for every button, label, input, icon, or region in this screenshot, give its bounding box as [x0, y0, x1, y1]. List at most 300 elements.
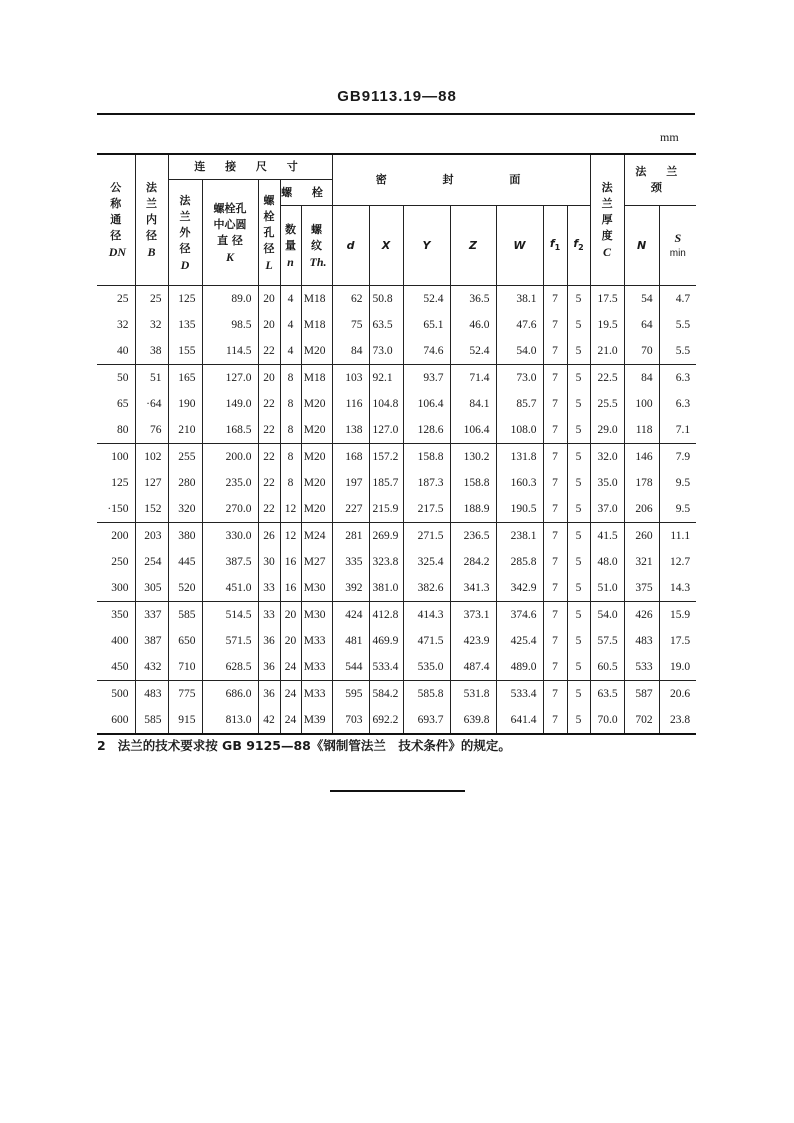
header-col-d: d	[332, 206, 369, 286]
table-cell: 445	[168, 549, 202, 575]
table-row	[97, 575, 696, 602]
table-cell: 325.4	[403, 549, 450, 575]
table-row	[97, 286, 696, 313]
table-cell: 98.5	[202, 312, 258, 338]
table-cell: M33	[301, 681, 332, 708]
table-cell: 125	[97, 470, 135, 496]
table-cell: 335	[332, 549, 369, 575]
table-cell: 489.0	[496, 654, 543, 681]
table-cell: 14.3	[659, 575, 696, 602]
table-cell: 535.0	[403, 654, 450, 681]
table-cell: 127.0	[202, 365, 258, 392]
table-cell: 22	[258, 496, 280, 523]
table-row	[97, 707, 696, 734]
table-cell: 106.4	[403, 391, 450, 417]
table-cell: 5	[567, 496, 590, 523]
table-cell: 571.5	[202, 628, 258, 654]
table-cell: 178	[624, 470, 659, 496]
table-cell: 25	[135, 286, 168, 313]
table-cell: 50	[97, 365, 135, 392]
table-cell: 20	[280, 602, 301, 629]
table-cell: 185.7	[369, 470, 403, 496]
footnote-text: 法兰的技术要求按 GB 9125—88《钢制管法兰 技术条件》的规定。	[117, 738, 511, 753]
table-cell: 387	[135, 628, 168, 654]
table-cell: 11.1	[659, 523, 696, 550]
table-cell: 25.5	[590, 391, 624, 417]
table-cell: 426	[624, 602, 659, 629]
table-cell: 320	[168, 496, 202, 523]
table-cell: 93.7	[403, 365, 450, 392]
table-cell: 481	[332, 628, 369, 654]
table-cell: 7	[543, 444, 567, 471]
table-cell: 5	[567, 417, 590, 444]
table-cell: 22	[258, 391, 280, 417]
table-cell: 84	[624, 365, 659, 392]
table-cell: 5.5	[659, 338, 696, 365]
table-cell: 38.1	[496, 286, 543, 313]
table-cell: 54.0	[496, 338, 543, 365]
table-cell: 337	[135, 602, 168, 629]
header-col-f1: $f_1$	[543, 206, 567, 286]
table-cell: 85.7	[496, 391, 543, 417]
table-row	[97, 496, 696, 523]
header-rule	[97, 113, 695, 115]
table-cell: 92.1	[369, 365, 403, 392]
table-cell: 84.1	[450, 391, 496, 417]
table-cell: 25	[97, 286, 135, 313]
table-cell: 215.9	[369, 496, 403, 523]
table-cell: 9.5	[659, 470, 696, 496]
table-cell: 595	[332, 681, 369, 708]
table-cell: 305	[135, 575, 168, 602]
table-cell: M20	[301, 470, 332, 496]
table-cell: 48.0	[590, 549, 624, 575]
table-cell: 775	[168, 681, 202, 708]
table-cell: 5	[567, 654, 590, 681]
table-cell: 104.8	[369, 391, 403, 417]
table-cell: 22	[258, 470, 280, 496]
table-cell: M33	[301, 654, 332, 681]
table-cell: 155	[168, 338, 202, 365]
table-cell: M24	[301, 523, 332, 550]
table-cell: 106.4	[450, 417, 496, 444]
table-cell: 350	[97, 602, 135, 629]
table-cell: 20.6	[659, 681, 696, 708]
table-row	[97, 365, 696, 392]
table-cell: 26	[258, 523, 280, 550]
table-cell: M20	[301, 417, 332, 444]
table-cell: M20	[301, 496, 332, 523]
table-cell: 73.0	[496, 365, 543, 392]
header-bolt-hole: 螺 栓 孔 径 L	[258, 180, 280, 286]
unit-label: mm	[660, 130, 679, 144]
table-cell: 32.0	[590, 444, 624, 471]
table-cell: 37.0	[590, 496, 624, 523]
header-bolt-thread: 螺 纹 Th.	[301, 206, 332, 286]
table-cell: 238.1	[496, 523, 543, 550]
table-cell: 19.5	[590, 312, 624, 338]
table-cell: 5	[567, 391, 590, 417]
table-cell: 375	[624, 575, 659, 602]
table-cell: 12.7	[659, 549, 696, 575]
table-cell: 424	[332, 602, 369, 629]
header-bolt-group: 螺 栓	[280, 180, 332, 206]
table-cell: 24	[280, 681, 301, 708]
table-cell: 200.0	[202, 444, 258, 471]
table-row	[97, 444, 696, 471]
header-flange-inner-b: 法 兰 内 径 B	[135, 154, 168, 286]
table-cell: 423.9	[450, 628, 496, 654]
table-cell: 254	[135, 549, 168, 575]
header-thickness: 法 兰 厚 度 C	[590, 154, 624, 286]
table-cell: 693.7	[403, 707, 450, 734]
table-cell: 20	[280, 628, 301, 654]
table-cell: 24	[280, 654, 301, 681]
table-cell: 12	[280, 523, 301, 550]
header-sealing-face: 密 封 面	[332, 154, 590, 206]
table-cell: 300	[97, 575, 135, 602]
table-cell: 20	[258, 286, 280, 313]
table-cell: 158.8	[450, 470, 496, 496]
table-cell: 188.9	[450, 496, 496, 523]
end-rule	[330, 790, 465, 792]
footnote-number: 2	[97, 738, 106, 753]
table-cell: 74.6	[403, 338, 450, 365]
table-cell: 250	[97, 549, 135, 575]
table-cell: 71.4	[450, 365, 496, 392]
table-cell: 7	[543, 338, 567, 365]
table-cell: 641.4	[496, 707, 543, 734]
table-cell: 217.5	[403, 496, 450, 523]
table-cell: 20	[258, 365, 280, 392]
table-cell: 29.0	[590, 417, 624, 444]
table-cell: 60.5	[590, 654, 624, 681]
table-cell: 8	[280, 417, 301, 444]
header-connection-group: 连 接 尺 寸	[168, 154, 332, 180]
table-cell: 341.3	[450, 575, 496, 602]
table-row	[97, 391, 696, 417]
table-cell: 65.1	[403, 312, 450, 338]
table-cell: 469.9	[369, 628, 403, 654]
header-col-s-unit: min	[669, 247, 686, 259]
table-cell: 152	[135, 496, 168, 523]
table-cell: 158.8	[403, 444, 450, 471]
table-cell: 7	[543, 575, 567, 602]
table-cell: M20	[301, 391, 332, 417]
table-cell: 118	[624, 417, 659, 444]
table-cell: 12	[280, 496, 301, 523]
table-cell: 76	[135, 417, 168, 444]
table-cell: 47.6	[496, 312, 543, 338]
table-cell: 533	[624, 654, 659, 681]
header-neck-group: 法 兰 颈	[624, 154, 696, 206]
table-cell: 5.5	[659, 312, 696, 338]
table-cell: ·150	[97, 496, 135, 523]
table-cell: 5	[567, 365, 590, 392]
table-cell: 7	[543, 470, 567, 496]
table-cell: 168.5	[202, 417, 258, 444]
table-cell: 4	[280, 338, 301, 365]
table-cell: 585.8	[403, 681, 450, 708]
table-cell: 7	[543, 312, 567, 338]
table-cell: 692.2	[369, 707, 403, 734]
table-cell: 387.5	[202, 549, 258, 575]
table-row	[97, 312, 696, 338]
table-cell: 6.3	[659, 365, 696, 392]
table-cell: 70	[624, 338, 659, 365]
table-cell: 190	[168, 391, 202, 417]
table-cell: 584.2	[369, 681, 403, 708]
table-cell: 7	[543, 286, 567, 313]
table-cell: 19.0	[659, 654, 696, 681]
table-cell: 414.3	[403, 602, 450, 629]
table-cell: 52.4	[403, 286, 450, 313]
table-cell: 23.8	[659, 707, 696, 734]
table-cell: 585	[135, 707, 168, 734]
table-cell: 146	[624, 444, 659, 471]
table-cell: 6.3	[659, 391, 696, 417]
header-bolt-count: 数 量 n	[280, 206, 301, 286]
table-cell: 382.6	[403, 575, 450, 602]
table-cell: 710	[168, 654, 202, 681]
table-cell: 5	[567, 707, 590, 734]
table-cell: 7	[543, 628, 567, 654]
table-cell: 130.2	[450, 444, 496, 471]
table-cell: 7.9	[659, 444, 696, 471]
table-cell: M20	[301, 444, 332, 471]
table-cell: 5	[567, 444, 590, 471]
table-cell: 392	[332, 575, 369, 602]
table-row	[97, 602, 696, 629]
table-cell: 46.0	[450, 312, 496, 338]
table-cell: 587	[624, 681, 659, 708]
table-cell: 127.0	[369, 417, 403, 444]
table-cell: 330.0	[202, 523, 258, 550]
table-cell: 813.0	[202, 707, 258, 734]
table-cell: 531.8	[450, 681, 496, 708]
table-cell: 8	[280, 391, 301, 417]
table-cell: 138	[332, 417, 369, 444]
table-cell: 127	[135, 470, 168, 496]
table-cell: 425.4	[496, 628, 543, 654]
table-cell: 7	[543, 602, 567, 629]
table-cell: 281	[332, 523, 369, 550]
header-flange-od: 法 兰 外 径 D	[168, 180, 202, 286]
table-row	[97, 470, 696, 496]
table-cell: 197	[332, 470, 369, 496]
table-cell: 24	[280, 707, 301, 734]
header-col-s-symbol: S	[674, 230, 682, 245]
table-cell: 7.1	[659, 417, 696, 444]
table-cell: 500	[97, 681, 135, 708]
table-cell: 20	[258, 312, 280, 338]
table-cell: 135	[168, 312, 202, 338]
table-cell: 100	[624, 391, 659, 417]
table-head	[97, 154, 696, 286]
table-cell: 8	[280, 444, 301, 471]
table-cell: 36	[258, 628, 280, 654]
table-cell: 235.0	[202, 470, 258, 496]
table-row	[97, 523, 696, 550]
table-cell: 451.0	[202, 575, 258, 602]
table-row	[97, 681, 696, 708]
table-cell: M33	[301, 628, 332, 654]
table-cell: 32	[135, 312, 168, 338]
table-cell: 108.0	[496, 417, 543, 444]
table-cell: 38	[135, 338, 168, 365]
table-cell: 7	[543, 391, 567, 417]
table-cell: 149.0	[202, 391, 258, 417]
table-cell: 187.3	[403, 470, 450, 496]
table-cell: 22.5	[590, 365, 624, 392]
table-cell: 168	[332, 444, 369, 471]
table-cell: M39	[301, 707, 332, 734]
table-cell: 70.0	[590, 707, 624, 734]
table-cell: M30	[301, 575, 332, 602]
table-cell: 7	[543, 707, 567, 734]
header-col-y: Y	[403, 206, 450, 286]
table-cell: 7	[543, 654, 567, 681]
table-cell: 7	[543, 365, 567, 392]
table-cell: 5	[567, 312, 590, 338]
table-cell: 600	[97, 707, 135, 734]
table-cell: M30	[301, 602, 332, 629]
table-cell: 915	[168, 707, 202, 734]
table-cell: 35.0	[590, 470, 624, 496]
table-cell: 125	[168, 286, 202, 313]
table-cell: 520	[168, 575, 202, 602]
table-cell: 17.5	[659, 628, 696, 654]
table-cell: 7	[543, 417, 567, 444]
table-cell: 321	[624, 549, 659, 575]
table-cell: 200	[97, 523, 135, 550]
table-cell: 22	[258, 417, 280, 444]
table-cell: 5	[567, 575, 590, 602]
table-cell: 270.0	[202, 496, 258, 523]
table-cell: 210	[168, 417, 202, 444]
table-cell: 374.6	[496, 602, 543, 629]
header-col-w: W	[496, 206, 543, 286]
table-row	[97, 628, 696, 654]
table-cell: 160.3	[496, 470, 543, 496]
table-cell: 686.0	[202, 681, 258, 708]
table-cell: 54.0	[590, 602, 624, 629]
table-cell: M18	[301, 365, 332, 392]
table-cell: 100	[97, 444, 135, 471]
table-cell: 5	[567, 286, 590, 313]
table-cell: 269.9	[369, 523, 403, 550]
table-cell: 703	[332, 707, 369, 734]
table-cell: 5	[567, 681, 590, 708]
standard-code: GB9113.19—88	[337, 88, 457, 105]
table-cell: 7	[543, 549, 567, 575]
table-cell: 533.4	[369, 654, 403, 681]
table-cell: 22	[258, 444, 280, 471]
table-cell: 280	[168, 470, 202, 496]
table-cell: 702	[624, 707, 659, 734]
table-cell: 514.5	[202, 602, 258, 629]
table-cell: 33	[258, 602, 280, 629]
table-cell: 432	[135, 654, 168, 681]
table-cell: ·64	[135, 391, 168, 417]
table-cell: 51	[135, 365, 168, 392]
table-cell: 128.6	[403, 417, 450, 444]
table-cell: 342.9	[496, 575, 543, 602]
table-cell: 73.0	[369, 338, 403, 365]
table-cell: 381.0	[369, 575, 403, 602]
table-cell: 165	[168, 365, 202, 392]
footnote	[97, 736, 523, 754]
table-cell: 116	[332, 391, 369, 417]
table-cell: 190.5	[496, 496, 543, 523]
table-cell: 271.5	[403, 523, 450, 550]
table-cell: 17.5	[590, 286, 624, 313]
table-cell: 103	[332, 365, 369, 392]
table-cell: 4	[280, 312, 301, 338]
table-row	[97, 654, 696, 681]
table-cell: 9.5	[659, 496, 696, 523]
table-cell: 544	[332, 654, 369, 681]
table-cell: 4	[280, 286, 301, 313]
table-cell: 5	[567, 549, 590, 575]
table-cell: 7	[543, 681, 567, 708]
table-cell: 16	[280, 575, 301, 602]
table-cell: 33	[258, 575, 280, 602]
table-cell: 65	[97, 391, 135, 417]
table-cell: 585	[168, 602, 202, 629]
table-cell: 533.4	[496, 681, 543, 708]
table-cell: 373.1	[450, 602, 496, 629]
table-cell: 41.5	[590, 523, 624, 550]
table-cell: 157.2	[369, 444, 403, 471]
table-cell: 51.0	[590, 575, 624, 602]
table-cell: 54	[624, 286, 659, 313]
header-col-f2: $f_2$	[567, 206, 590, 286]
table-cell: 16	[280, 549, 301, 575]
table-cell: 323.8	[369, 549, 403, 575]
table-cell: M20	[301, 338, 332, 365]
table-cell: 487.4	[450, 654, 496, 681]
table-body	[97, 286, 696, 735]
table-cell: 471.5	[403, 628, 450, 654]
table-cell: 15.9	[659, 602, 696, 629]
table-cell: 203	[135, 523, 168, 550]
table-cell: 8	[280, 365, 301, 392]
header-nominal-dn	[97, 154, 135, 286]
table-cell: 380	[168, 523, 202, 550]
table-cell: 32	[97, 312, 135, 338]
table-cell: 63.5	[590, 681, 624, 708]
table-cell: 650	[168, 628, 202, 654]
table-cell: 284.2	[450, 549, 496, 575]
table-cell: 8	[280, 470, 301, 496]
table-cell: 64	[624, 312, 659, 338]
table-cell: M18	[301, 312, 332, 338]
table-cell: 40	[97, 338, 135, 365]
table-cell: 7	[543, 496, 567, 523]
table-cell: 5	[567, 470, 590, 496]
table-cell: M18	[301, 286, 332, 313]
header-bolt-circle: 螺栓孔 中心圆 直 径 K	[202, 180, 258, 286]
table-cell: 57.5	[590, 628, 624, 654]
table-cell: M27	[301, 549, 332, 575]
table-cell: 206	[624, 496, 659, 523]
table-cell: 80	[97, 417, 135, 444]
table-cell: 36	[258, 681, 280, 708]
table-cell: 450	[97, 654, 135, 681]
table-cell: 52.4	[450, 338, 496, 365]
table-cell: 5	[567, 602, 590, 629]
